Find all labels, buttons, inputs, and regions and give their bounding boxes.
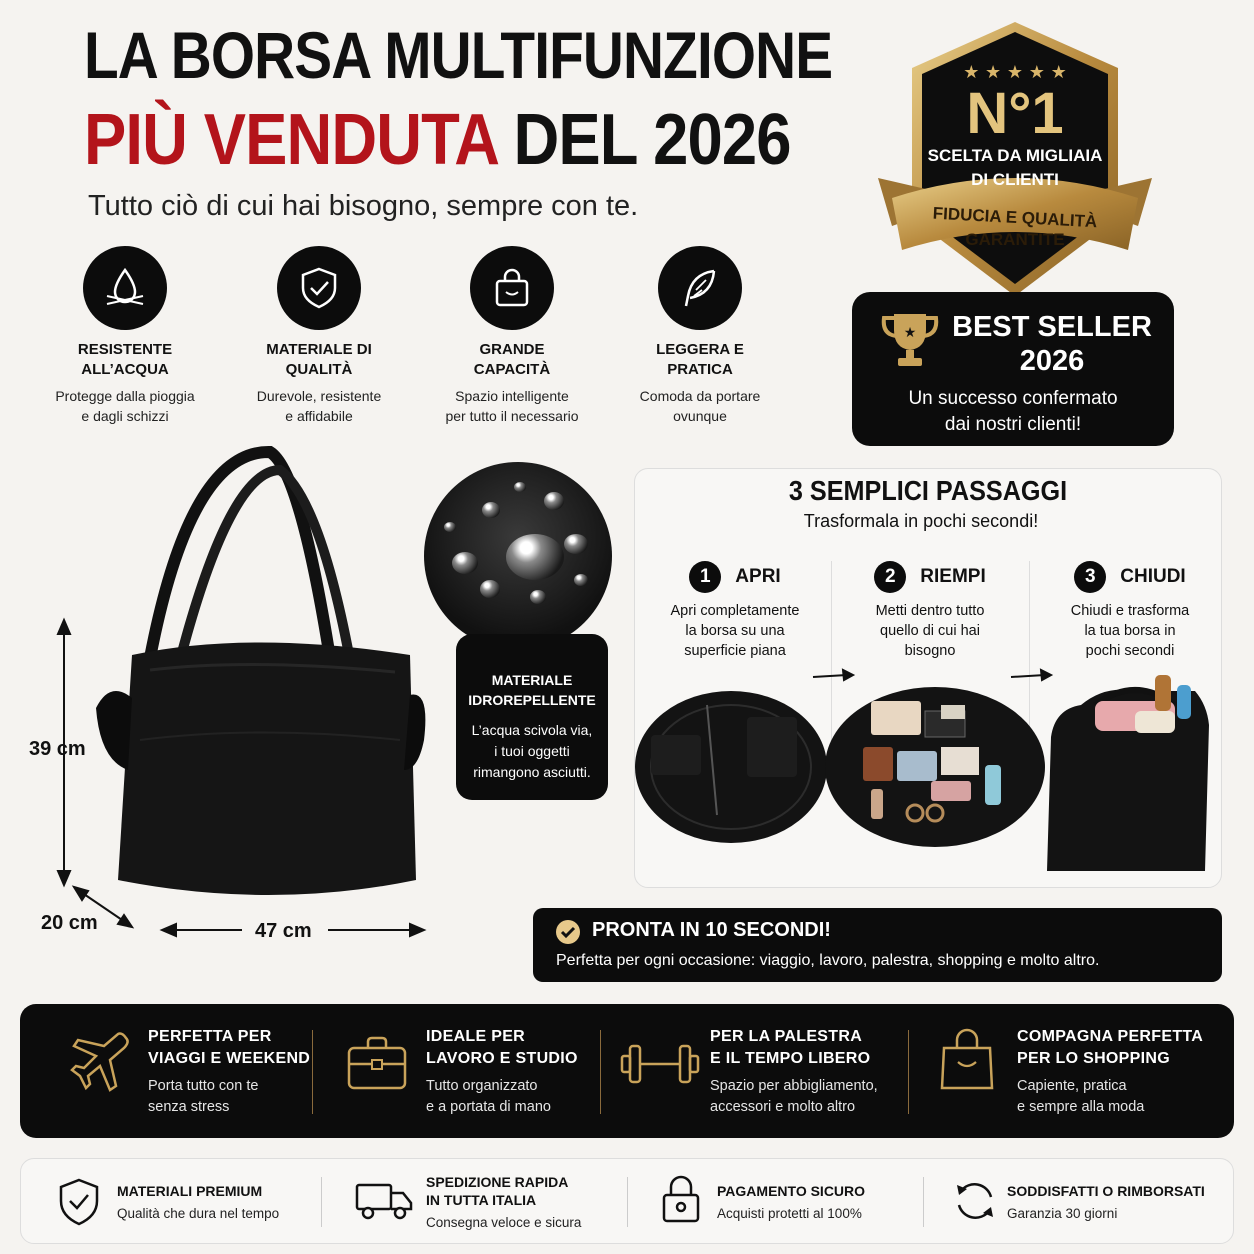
best-seller-box bbox=[852, 292, 1174, 446]
dumbbell-icon bbox=[620, 1042, 700, 1086]
trust-title-line2: IN TUTTA ITALIA bbox=[426, 1192, 537, 1208]
trust-desc: Qualità che dura nel tempo bbox=[117, 1206, 280, 1221]
feature-desc-line2: e affidabile bbox=[285, 408, 353, 424]
water-drop-icon bbox=[103, 266, 147, 310]
feature-lightweight bbox=[605, 246, 795, 426]
feature-title-line2: PRATICA bbox=[667, 361, 733, 378]
badge-ribbon-line2: GARANTITE bbox=[965, 230, 1065, 249]
step-label: CHIUDI bbox=[1120, 566, 1186, 587]
step-desc-line3: superficie piana bbox=[684, 643, 786, 659]
material-title-line2: IDROREPELLENTE bbox=[468, 692, 596, 708]
best-seller-title-line1: BEST SELLER bbox=[952, 311, 1152, 343]
use-desc-line2: senza stress bbox=[148, 1099, 230, 1115]
badge-line1: SCELTA DA MIGLIAIA bbox=[927, 146, 1103, 165]
use-title-line2: E IL TEMPO LIBERO bbox=[710, 1050, 871, 1067]
feature-icon-circle bbox=[83, 246, 167, 330]
step-desc-line3: pochi secondi bbox=[1085, 643, 1175, 659]
feature-title-line1: LEGGERA E bbox=[656, 341, 744, 358]
step-fill bbox=[840, 561, 1020, 661]
trust-divider bbox=[627, 1177, 628, 1227]
feature-title-line2: QUALITÀ bbox=[285, 361, 353, 378]
feature-desc-line1: Comoda da portare bbox=[639, 388, 761, 404]
water-repellent-material-box bbox=[456, 634, 608, 800]
step-label: RIEMPI bbox=[920, 566, 986, 587]
step-desc-line2: quello di cui hai bbox=[880, 623, 980, 639]
step-number: 1 bbox=[689, 561, 721, 593]
step-label: APRI bbox=[735, 566, 781, 587]
use-desc-line1: Spazio per abbigliamento, bbox=[710, 1078, 878, 1094]
material-desc-line2: i tuoi oggetti bbox=[494, 743, 570, 759]
material-desc-line1: L’acqua scivola via, bbox=[471, 722, 593, 738]
badge-line2: DI CLIENTI bbox=[971, 170, 1059, 189]
briefcase-icon bbox=[346, 1034, 408, 1092]
check-circle-icon bbox=[555, 919, 581, 945]
feature-title-line1: RESISTENTE bbox=[77, 341, 173, 358]
use-desc-line2: e sempre alla moda bbox=[1017, 1099, 1145, 1115]
steps-title: 3 SEMPLICI PASSAGGI bbox=[788, 475, 1068, 506]
use-title-line1: PERFETTA PER bbox=[148, 1028, 272, 1045]
feature-desc-line2: ovunque bbox=[673, 408, 727, 424]
feature-icon-circle bbox=[277, 246, 361, 330]
use-desc-line1: Tutto organizzato bbox=[426, 1078, 538, 1094]
material-title-line1: MATERIALE bbox=[491, 672, 573, 688]
use-title-line2: VIAGGI E WEEKEND bbox=[148, 1050, 311, 1067]
best-seller-sub-line2: dai nostri clienti! bbox=[944, 414, 1082, 435]
shield-check-icon bbox=[297, 266, 341, 310]
use-case-travel bbox=[148, 1026, 310, 1118]
use-case-shopping bbox=[1017, 1026, 1203, 1118]
feather-icon bbox=[678, 266, 722, 310]
trust-desc: Garanzia 30 giorni bbox=[1007, 1206, 1118, 1221]
use-title-line1: IDEALE PER bbox=[426, 1028, 526, 1045]
feature-title-line1: MATERIALE DI bbox=[266, 341, 372, 358]
number-one-badge bbox=[870, 18, 1160, 303]
feature-desc-line2: per tutto il necessario bbox=[445, 408, 579, 424]
ready-title: PRONTA IN 10 SECONDI! bbox=[592, 919, 831, 941]
best-seller-year: 2026 bbox=[1019, 345, 1085, 377]
material-desc-line3: rimangono asciutti. bbox=[473, 764, 591, 780]
feature-desc-line1: Protegge dalla pioggia bbox=[55, 388, 195, 404]
best-seller-title bbox=[952, 310, 1152, 378]
feature-title-line2: ALL’ACQUA bbox=[81, 361, 169, 378]
steps-illustration bbox=[635, 665, 1223, 887]
svg-text:★: ★ bbox=[903, 325, 917, 341]
step-desc-line1: Metti dentro tutto bbox=[875, 603, 985, 619]
badge-rank: N°1 bbox=[966, 81, 1064, 146]
trust-premium-materials bbox=[117, 1182, 279, 1223]
feature-water-resistant bbox=[30, 246, 220, 426]
use-case-gym bbox=[710, 1026, 878, 1118]
use-desc-line1: Capiente, pratica bbox=[1017, 1078, 1127, 1094]
trust-divider bbox=[923, 1177, 924, 1227]
refresh-icon bbox=[953, 1179, 997, 1223]
trust-title-line1: SPEDIZIONE RAPIDA bbox=[426, 1174, 569, 1190]
use-divider bbox=[600, 1030, 601, 1114]
use-desc-line2: e a portata di mano bbox=[426, 1099, 551, 1115]
ready-in-10-seconds-banner bbox=[533, 908, 1222, 982]
headline-subtitle: Tutto ciò di cui hai bisogno, sempre con te. bbox=[88, 190, 639, 222]
headline-highlight: PIÙ VENDUTA bbox=[84, 100, 497, 180]
trust-divider bbox=[321, 1177, 322, 1227]
step-desc-line2: la tua borsa in bbox=[1084, 623, 1176, 639]
badge-ribbon-line1: FIDUCIA E QUALITÀ bbox=[932, 203, 1098, 232]
feature-large-capacity bbox=[417, 246, 607, 426]
trust-money-back bbox=[1007, 1182, 1205, 1223]
headline-line2 bbox=[84, 100, 791, 180]
truck-icon bbox=[355, 1181, 413, 1221]
use-divider bbox=[312, 1030, 313, 1114]
use-case-work bbox=[426, 1026, 578, 1118]
depth-dimension: 20 cm bbox=[41, 912, 98, 934]
feature-desc-line2: e dagli schizzi bbox=[81, 408, 169, 424]
airplane-icon bbox=[70, 1032, 132, 1092]
headline-line1: LA BORSA MULTIFUNZIONE bbox=[84, 18, 833, 92]
step-open bbox=[645, 561, 825, 661]
step-number: 2 bbox=[874, 561, 906, 593]
feature-quality-material bbox=[224, 246, 414, 426]
svg-text:★ ★ ★ ★ ★: ★ ★ ★ ★ ★ bbox=[963, 62, 1067, 83]
use-desc-line2: accessori e molto altro bbox=[710, 1099, 856, 1115]
width-dimension: 47 cm bbox=[255, 920, 312, 942]
feature-icon-circle bbox=[658, 246, 742, 330]
shield-check-icon bbox=[57, 1177, 101, 1227]
use-desc-line1: Porta tutto con te bbox=[148, 1078, 259, 1094]
step-desc-line2: la borsa su una bbox=[685, 623, 785, 639]
trust-fast-shipping bbox=[426, 1173, 581, 1232]
steps-panel bbox=[634, 468, 1222, 888]
shopping-bag-icon bbox=[490, 266, 534, 310]
ready-desc: Perfetta per ogni occasione: viaggio, lavoro, palestra, shopping e molto altro. bbox=[556, 952, 1100, 969]
water-drops-closeup-image bbox=[424, 462, 612, 650]
trust-bar bbox=[20, 1158, 1234, 1244]
trust-title: PAGAMENTO SICURO bbox=[717, 1183, 866, 1199]
height-dimension: 39 cm bbox=[29, 738, 86, 760]
feature-title-line2: CAPACITÀ bbox=[473, 361, 551, 378]
best-seller-sub-line1: Un successo confermato bbox=[908, 388, 1118, 409]
use-title-line1: COMPAGNA PERFETTA bbox=[1017, 1028, 1204, 1045]
trust-secure-payment bbox=[717, 1182, 865, 1223]
step-desc-line3: bisogno bbox=[904, 643, 956, 659]
use-title-line1: PER LA PALESTRA bbox=[710, 1028, 863, 1045]
step-close bbox=[1040, 561, 1220, 661]
use-cases-bar bbox=[20, 1004, 1234, 1138]
step-desc-line1: Chiudi e trasforma bbox=[1070, 603, 1190, 619]
trust-desc: Consegna veloce e sicura bbox=[426, 1215, 582, 1230]
use-divider bbox=[908, 1030, 909, 1114]
shopping-bag-icon bbox=[938, 1028, 996, 1092]
feature-title-line1: GRANDE bbox=[479, 341, 545, 358]
tote-bag-image bbox=[0, 440, 440, 950]
headline-year: DEL 2026 bbox=[496, 100, 791, 180]
trust-desc: Acquisti protetti al 100% bbox=[717, 1206, 862, 1221]
trophy-icon bbox=[878, 310, 942, 370]
trust-title: MATERIALI PREMIUM bbox=[117, 1183, 263, 1199]
step-number: 3 bbox=[1074, 561, 1106, 593]
padlock-icon bbox=[661, 1173, 701, 1225]
feature-icon-circle bbox=[470, 246, 554, 330]
best-seller-subtitle bbox=[852, 386, 1174, 438]
trust-title: SODDISFATTI O RIMBORSATI bbox=[1007, 1183, 1205, 1199]
feature-desc-line1: Spazio intelligente bbox=[455, 388, 569, 404]
use-title-line2: LAVORO E STUDIO bbox=[426, 1050, 578, 1067]
step-desc-line1: Apri completamente bbox=[670, 603, 800, 619]
steps-subtitle: Trasformala in pochi secondi! bbox=[803, 511, 1039, 531]
feature-desc-line1: Durevole, resistente bbox=[256, 388, 382, 404]
use-title-line2: PER LO SHOPPING bbox=[1017, 1050, 1170, 1067]
